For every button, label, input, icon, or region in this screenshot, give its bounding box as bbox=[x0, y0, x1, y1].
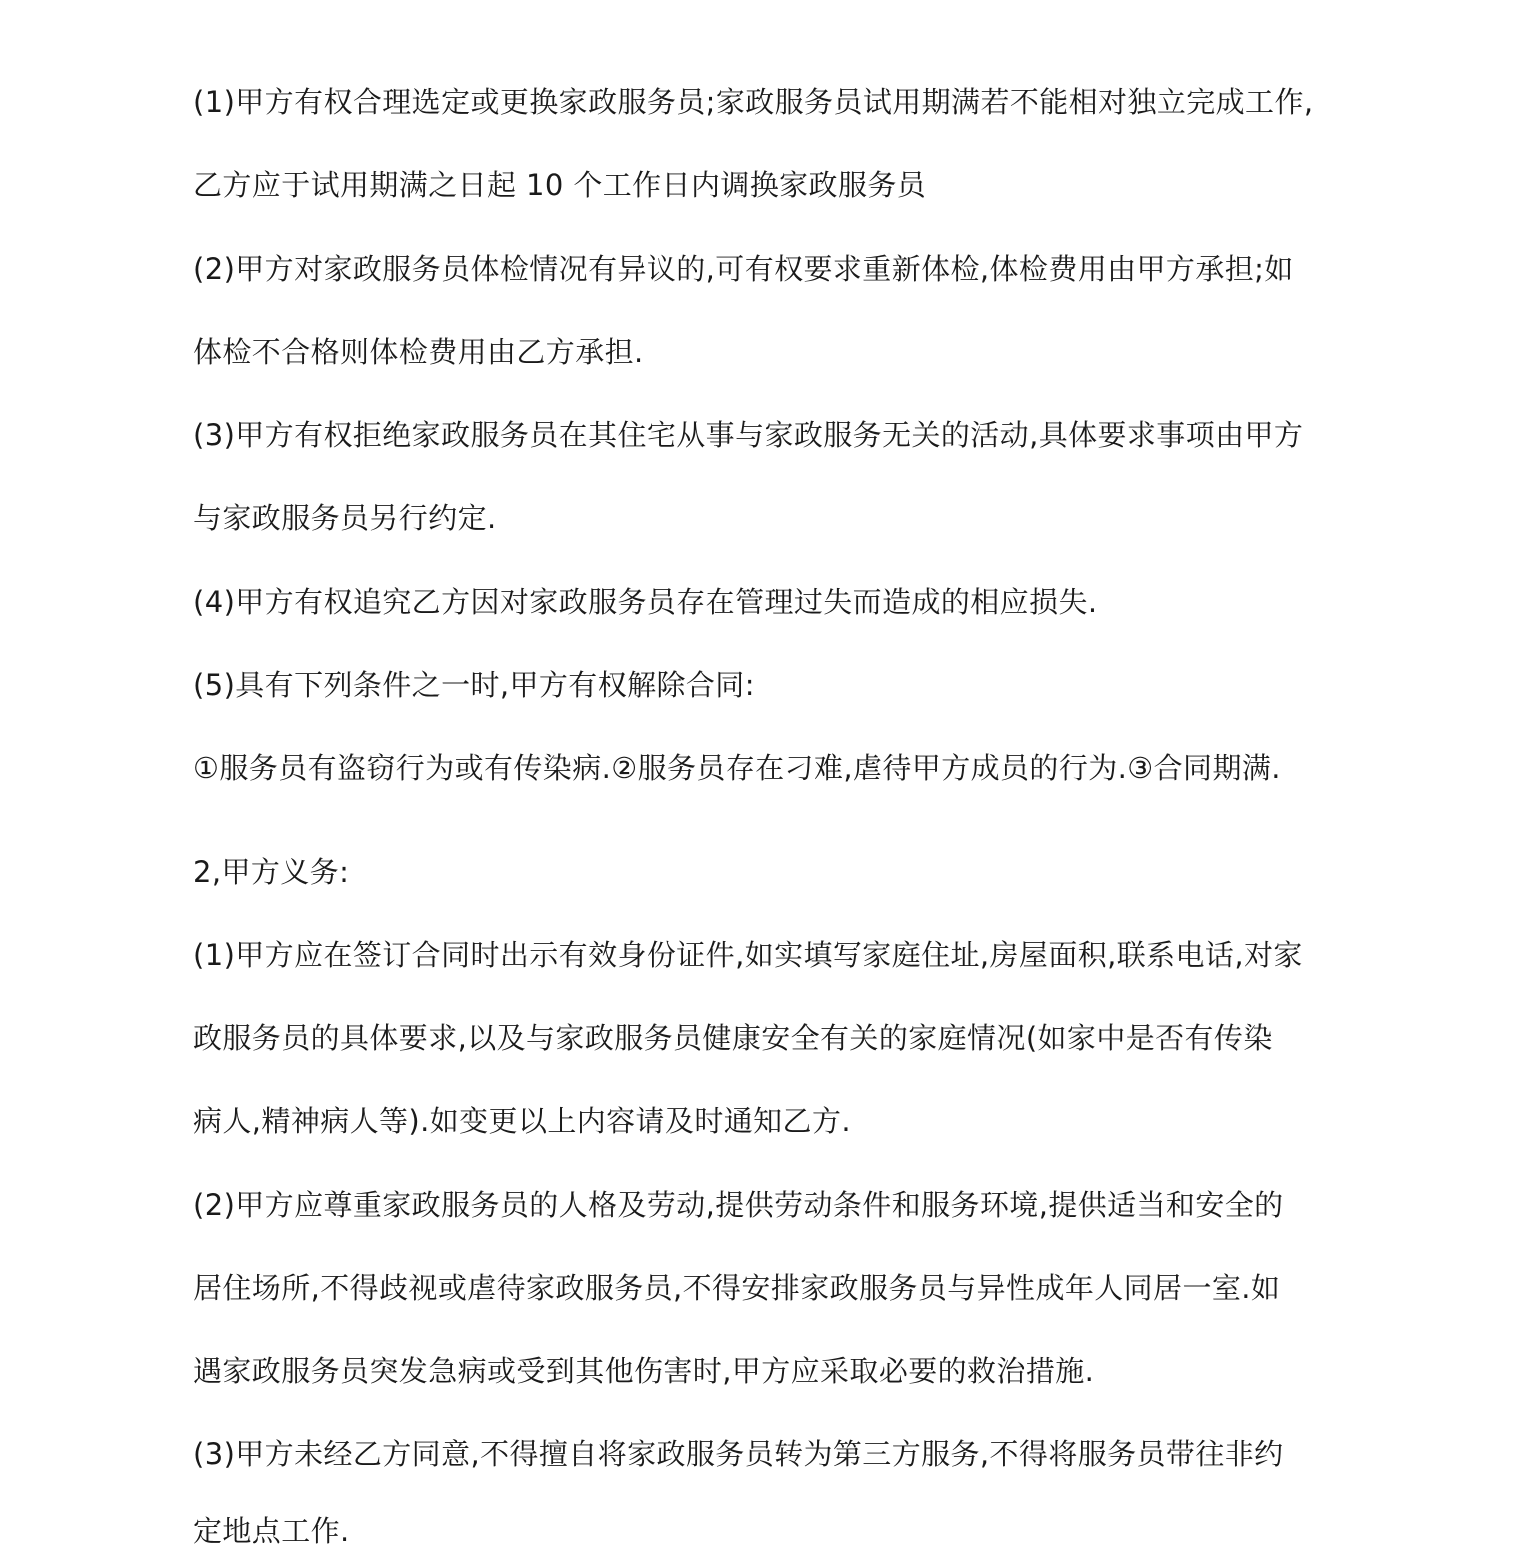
text-line-5: (3)甲方有权拒绝家政服务员在其住宅从事与家政服务无关的活动,具体要求事项由甲方 bbox=[193, 418, 1304, 452]
text-line-11: (1)甲方应在签订合同时出示有效身份证件,如实填写家庭住址,房屋面积,联系电话,对家 bbox=[193, 938, 1303, 972]
text-line-9: ①服务员有盗窃行为或有传染病.②服务员存在刁难,虐待甲方成员的行为.③合同期满. bbox=[193, 751, 1281, 785]
text-line-15: 居住场所,不得歧视或虐待家政服务员,不得安排家政服务员与异性成年人同居一室.如 bbox=[193, 1271, 1281, 1305]
text-line-2: 乙方应于试用期满之日起 10 个工作日内调换家政服务员 bbox=[193, 168, 927, 202]
text-line-12: 政服务员的具体要求,以及与家政服务员健康安全有关的家庭情况(如家中是否有传染 bbox=[193, 1021, 1273, 1055]
text-line-13: 病人,精神病人等).如变更以上内容请及时通知乙方. bbox=[193, 1104, 851, 1138]
text-line-8: (5)具有下列条件之一时,甲方有权解除合同: bbox=[193, 668, 755, 702]
section-heading: 2,甲方义务: bbox=[193, 855, 350, 889]
text-line-16: 遇家政服务员突发急病或受到其他伤害时,甲方应采取必要的救治措施. bbox=[193, 1354, 1095, 1388]
text-line-7: (4)甲方有权追究乙方因对家政服务员存在管理过失而造成的相应损失. bbox=[193, 585, 1098, 619]
text-line-14: (2)甲方应尊重家政服务员的人格及劳动,提供劳动条件和服务环境,提供适当和安全的 bbox=[193, 1188, 1284, 1222]
text-line-18: 定地点工作. bbox=[193, 1514, 350, 1548]
text-line-6: 与家政服务员另行约定. bbox=[193, 501, 497, 535]
text-line-17: (3)甲方未经乙方同意,不得擅自将家政服务员转为第三方服务,不得将服务员带往非约 bbox=[193, 1437, 1284, 1471]
text-line-3: (2)甲方对家政服务员体检情况有异议的,可有权要求重新体检,体检费用由甲方承担;如 bbox=[193, 252, 1294, 286]
text-line-4: 体检不合格则体检费用由乙方承担. bbox=[193, 335, 644, 369]
text-line-1: (1)甲方有权合理选定或更换家政服务员;家政服务员试用期满若不能相对独立完成工作, bbox=[193, 85, 1314, 119]
document-page bbox=[193, 0, 1408, 1548]
